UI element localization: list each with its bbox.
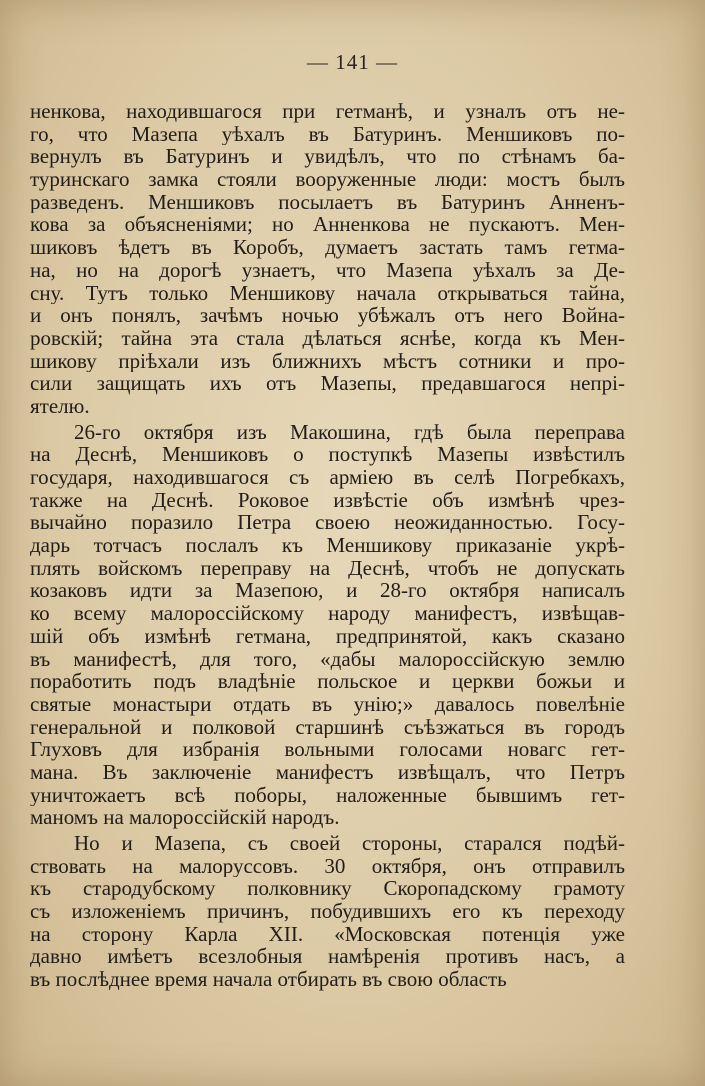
text-line: на, но на дорогѣ узнаетъ, что Мазепа уѣхалъ за Де- [30,258,625,282]
text-line: шій объ измѣнѣ гетмана, предпринятой, какъ сказано [30,624,625,648]
text-line: на сторону Карла XII. «Московская потенція уже [30,922,625,946]
text-line: ствовать на малоруссовъ. 30 октября, онъ отправилъ [30,854,625,878]
text-line: разведенъ. Меншиковъ посылаетъ въ Батуринъ Анненъ- [30,190,625,214]
body-text [30,100,625,991]
text-line: вычайно поразило Петра своею неожиданностью. Госу- [30,511,625,535]
text-line: Глуховъ для избранія вольными голосами новагс гет- [30,738,625,761]
text-line: поработить подъ владѣніе польское и церкви божьи и [30,670,625,693]
text-line: ко всему малороссійскому народу манифестъ, извѣщав- [30,602,625,625]
text-line: святые монастыри отдать въ унію;» давалось повелѣніе [30,692,625,716]
text-line: и онъ понялъ, зачѣмъ ночью убѣжалъ отъ него Война- [30,304,625,327]
text-line: ненкова, находившагося при гетманѣ, и узналъ отъ не- [30,100,625,123]
text-line: козаковъ идти за Мазепою, и 28-го октября написалъ [30,579,625,603]
text-line: генеральной и полковой старшинѣ съѣзжаться въ городъ [30,715,625,739]
text-line: маномъ на малороссійскій народъ. [30,806,340,829]
text-line: шикову пріѣхали изъ ближнихъ мѣстъ сотники и про- [30,349,625,373]
text-line: также на Деснѣ. Роковое извѣстіе объ измѣнѣ чрез- [30,488,625,512]
text-line: Но и Мазепа, съ своей стороны, старался подѣй- [74,832,625,855]
text-line: государя, находившагося съ арміею въ селѣ Погребкахъ, [30,466,625,489]
text-line: въ манифестѣ, для того, «дабы малороссійскую землю [30,647,625,671]
text-line: дарь тотчасъ послалъ къ Меншикову приказаніе укрѣ- [30,534,625,557]
text-line: на Деснѣ, Меншиковъ о поступкѣ Мазепы извѣстилъ [30,443,625,466]
text-line: туринскаго замка стояли вооруженные люди: мостъ былъ [30,168,625,191]
text-line: уничтожаетъ всѣ поборы, наложенные бывшимъ гет- [30,783,625,807]
text-line: съ изложеніемъ причинъ, побудившихъ его къ переходу [30,900,625,923]
paragraph [30,421,625,829]
text-line: въ послѣднее время начала отбирать въ свою область [30,968,507,991]
page-number: — 141 — [307,50,398,74]
text-line: ятелю. [30,394,90,418]
paragraph [30,100,625,418]
text-line: 26-го октября изъ Макошина, гдѣ была переправа [74,420,625,444]
text-line: сну. Тутъ только Меншикову начала открываться тайна, [30,281,625,305]
text-line: мана. Въ заключеніе манифестъ извѣщалъ, что Петръ [30,760,625,784]
text-line: го, что Мазепа уѣхалъ въ Батуринъ. Меншиковъ по- [30,122,625,146]
paragraph [30,832,625,991]
text-line: вернулъ въ Батуринъ и увидѣлъ, что по стѣнамъ ба- [30,145,625,169]
text-line: шиковъ ѣдетъ въ Коробъ, думаетъ застать тамъ гетма- [30,236,625,259]
text-line: кова за объясненіями; но Анненкова не пускаютъ. Мен- [30,213,625,237]
text-line: ровскій; тайна эта стала дѣлаться яснѣе, когда къ Мен- [30,326,625,350]
text-line: плять войскомъ переправу на Деснѣ, чтобъ не допускать [30,556,625,580]
text-line: къ стародубскому полковнику Скоропадскому грамоту [30,877,625,901]
text-line: сили защищать ихъ отъ Мазепы, предавшагося непрі- [30,372,625,395]
text-line: давно имѣетъ всезлобныя намѣренія противъ насъ, а [30,945,625,969]
